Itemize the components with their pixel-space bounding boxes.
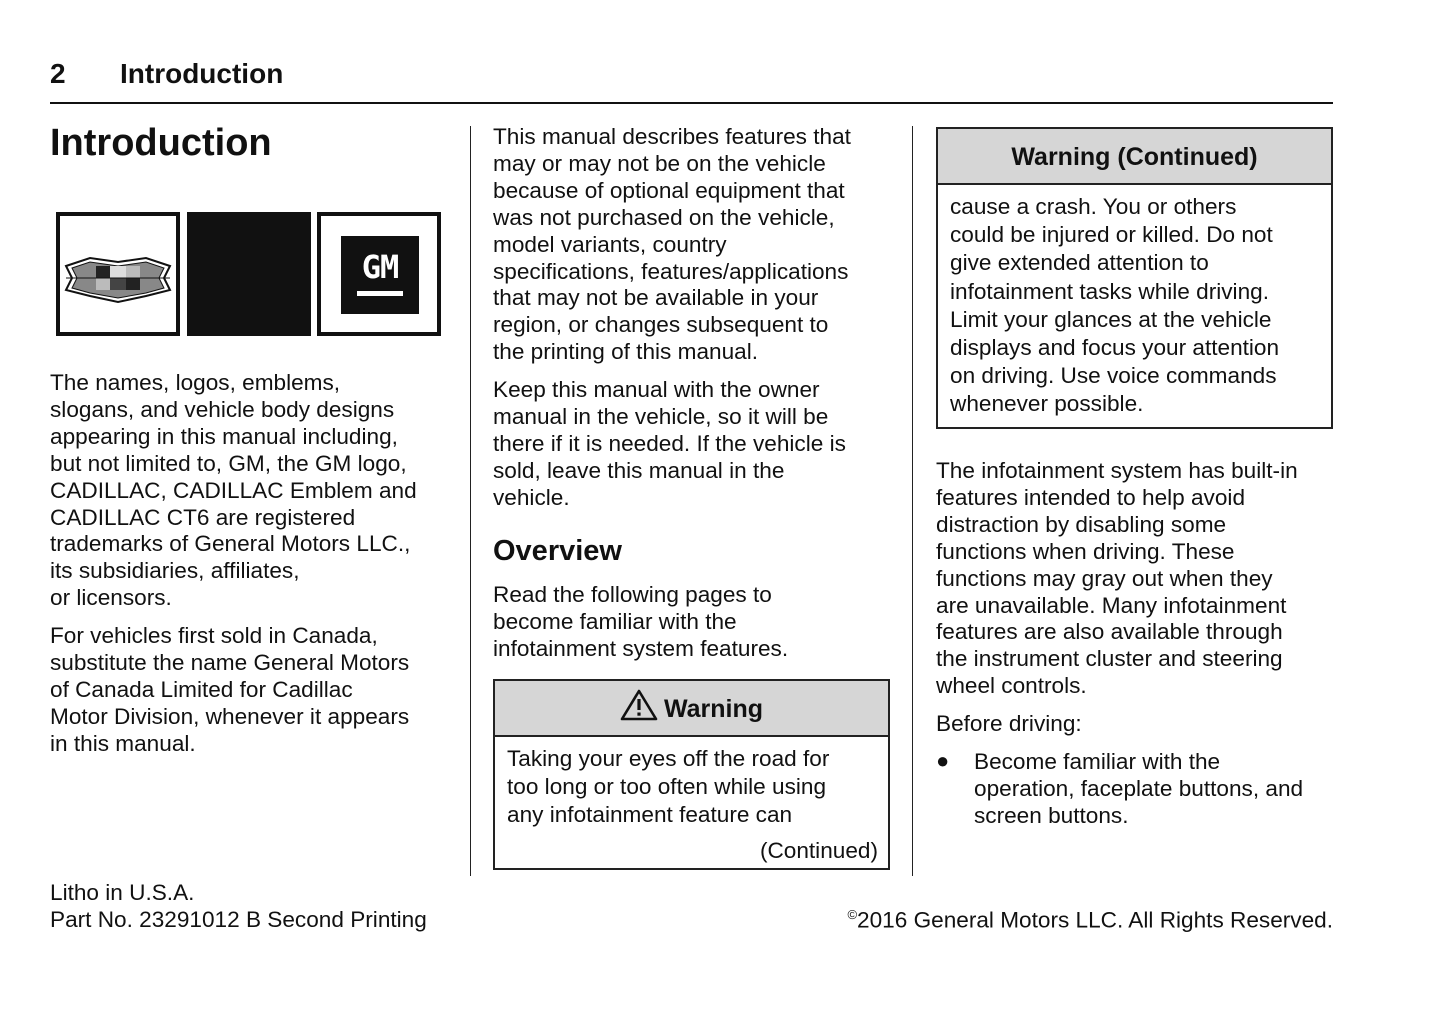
- text-line: was not purchased on the vehicle,: [493, 204, 835, 230]
- warning-body: [507, 745, 829, 830]
- trademark-paragraph: [50, 370, 417, 612]
- text-line: CADILLAC CT6 are registered: [50, 504, 356, 530]
- text-line: are unavailable. Many infotainment: [936, 592, 1287, 618]
- warning-continued-body: [950, 193, 1279, 419]
- text-line: appearing in this manual including,: [50, 423, 398, 449]
- text-line: model variants, country: [493, 231, 727, 257]
- text-line: The infotainment system has built-in: [936, 458, 1298, 483]
- keep-manual-paragraph: [493, 377, 846, 512]
- header-rule: [50, 102, 1333, 104]
- column-divider-1: [470, 126, 471, 876]
- text-line: the instrument cluster and steering: [936, 646, 1283, 672]
- text-line: Keep this manual with the owner: [493, 377, 820, 402]
- manual-description-paragraph: [493, 124, 851, 366]
- part-number-text: Part No. 23291012 B Second Printing: [50, 907, 427, 932]
- gm-logo-text: GM: [361, 248, 399, 286]
- warning-title: Warning: [663, 695, 764, 723]
- text-line: trademarks of General Motors LLC.,: [50, 531, 411, 557]
- text-line: Become familiar with the: [974, 749, 1221, 774]
- text-line: CADILLAC, CADILLAC Emblem and: [50, 477, 417, 503]
- warning-header: [495, 681, 888, 737]
- text-line: The names, logos, emblems,: [50, 370, 341, 395]
- text-line: its subsidiaries, affiliates,: [50, 558, 300, 584]
- copyright-symbol: ©: [847, 907, 858, 922]
- warning-continued-box: [936, 127, 1333, 429]
- text-line: the printing of this manual.: [493, 339, 759, 365]
- text-line: whenever possible.: [950, 391, 1144, 417]
- gm-logo-mark: [341, 236, 419, 314]
- text-line: region, or changes subsequent to: [493, 312, 829, 338]
- text-line: displays and focus your attention: [950, 335, 1280, 361]
- text-line: vehicle.: [493, 484, 570, 510]
- text-line: For vehicles first sold in Canada,: [50, 623, 378, 648]
- page-number: 2: [50, 58, 66, 89]
- text-line: in this manual.: [50, 730, 196, 756]
- text-line: on driving. Use voice commands: [950, 363, 1277, 389]
- text-line: distraction by disabling some: [936, 511, 1227, 537]
- text-line: become familiar with the: [493, 608, 737, 634]
- text-line: functions may gray out when they: [936, 565, 1273, 591]
- text-line: but not limited to, GM, the GM logo,: [50, 450, 407, 476]
- text-line: manual in the vehicle, so it will be: [493, 403, 829, 429]
- text-line: screen buttons.: [974, 802, 1129, 828]
- warning-continued-label: (Continued): [759, 838, 878, 863]
- text-line: may or may not be on the vehicle: [493, 150, 826, 176]
- cadillac-logo: [56, 212, 180, 336]
- text-line: cause a crash. You or others: [950, 194, 1237, 219]
- warning-triangle-icon: [620, 689, 658, 721]
- text-line: could be injured or killed. Do not: [950, 222, 1273, 248]
- text-line: give extended attention to: [950, 250, 1209, 276]
- text-line: features are also available through: [936, 619, 1283, 645]
- text-line: too long or too often while using: [507, 774, 827, 800]
- text-line: specifications, features/applications: [493, 258, 849, 284]
- column-divider-2: [912, 126, 913, 876]
- text-line: Motor Division, whenever it appears: [50, 703, 410, 729]
- section-title: Introduction: [50, 122, 272, 164]
- litho-text: Litho in U.S.A.: [50, 880, 195, 905]
- gm-logo: [317, 212, 441, 336]
- before-driving-text: Before driving:: [936, 711, 1082, 736]
- text-line: that may not be available in your: [493, 285, 819, 311]
- text-line: or licensors.: [50, 585, 172, 611]
- text-line: functions when driving. These: [936, 538, 1235, 564]
- text-line: This manual describes features that: [493, 124, 851, 149]
- bullet-icon: ●: [936, 748, 950, 773]
- text-line: because of optional equipment that: [493, 177, 845, 203]
- text-line: sold, leave this manual in the: [493, 457, 785, 483]
- copyright-text: [847, 907, 1333, 934]
- text-line: slogans, and vehicle body designs: [50, 396, 395, 422]
- cadillac-crest-icon: [60, 216, 176, 332]
- text-line: Taking your eyes off the road for: [507, 746, 830, 771]
- black-logo-block: [187, 212, 311, 336]
- text-line: substitute the name General Motors: [50, 649, 410, 675]
- text-line: operation, faceplate buttons, and: [974, 775, 1304, 801]
- copyright-line: 2016 General Motors LLC. All Rights Reserved.: [857, 907, 1333, 933]
- gm-logo-bar: [357, 291, 403, 296]
- running-header-title: Introduction: [120, 58, 284, 89]
- text-line: wheel controls.: [936, 673, 1087, 699]
- text-line: Read the following pages to: [493, 582, 772, 607]
- text-line: any infotainment feature can: [507, 802, 793, 828]
- infotainment-paragraph: [936, 458, 1298, 700]
- text-line: infotainment tasks while driving.: [950, 278, 1269, 304]
- text-line: infotainment system features.: [493, 635, 789, 661]
- bullet-item-1: [974, 749, 1303, 830]
- canada-paragraph: [50, 623, 409, 758]
- overview-paragraph: [493, 582, 788, 663]
- text-line: Limit your glances at the vehicle: [950, 306, 1272, 332]
- text-line: of Canada Limited for Cadillac: [50, 676, 353, 702]
- overview-heading: Overview: [493, 535, 622, 567]
- warning-box: [493, 679, 890, 870]
- text-line: there if it is needed. If the vehicle is: [493, 430, 846, 456]
- text-line: features intended to help avoid: [936, 484, 1246, 510]
- warning-continued-header: Warning (Continued): [938, 129, 1331, 185]
